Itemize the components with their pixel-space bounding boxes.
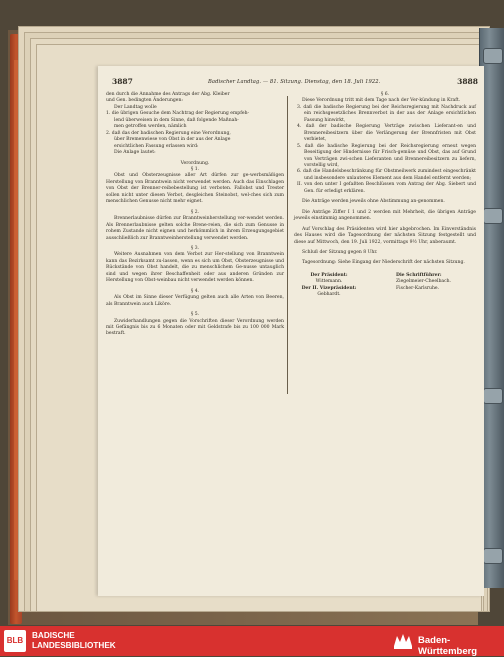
binder-ring-icon — [483, 388, 503, 404]
paragraph-label: § 3. — [190, 245, 200, 251]
paragraph-text: Brennerlaubnisse dürfen zur Branntweinherstellung ver-wendet werden. Als Brennerlaubnisse gelten solche Brene-reien, die sich zum Genusse in rohem Zustande nicht eignen und herkömmlich in ihrem Erzeugungsgebiet ausschließlich zur Branntweinherstellung verwendet werden. — [106, 216, 284, 241]
paragraph-text: Als Obst im Sinne dieser Verfügung gelten auch alle Arten von Beeren, als Branntwein auch Liköre. — [106, 295, 284, 307]
binder-ring-icon — [483, 548, 503, 564]
paragraph-text: Zuwiderhandlungen gegen die Vorschriften dieser Verordnung werden mit Gefängnis bis zu 6 Monaten oder mit Geldstrafe bis zu 100 000 Mark bestraft. — [106, 318, 284, 337]
signature-name: Fischer-Karlsruhe. — [396, 285, 440, 291]
text-line: 2. daß das der badischen Regierung eine Verordnung, — [106, 130, 231, 136]
footer-bar — [0, 626, 504, 656]
text-line: lend überweisen in dem Sinne, daß folgende Maßnah- — [114, 117, 239, 123]
paragraph-label: § 4. — [190, 288, 200, 294]
list-item: 3. daß die badische Regierung bei der Reichsregierung mit Nachdruck auf ein reichsgesetzliches Brennverbot in der aus der Anlage ersichtlichen Fassung hinwirkt, — [297, 104, 476, 123]
page-header — [98, 76, 484, 88]
paragraph-text: Schluß der Sitzung gegen 8 Uhr. — [302, 249, 378, 255]
running-head: Badischer Landtag. — 81. Sitzung. Dienstag, den 18. Juli 1922. — [208, 79, 381, 85]
library-name-line: BADISCHE — [32, 631, 75, 640]
library-name[interactable] — [32, 631, 116, 651]
signature-label: Die Schriftführer: — [396, 272, 442, 278]
text-line: ersichtlichen Fassung erlassen wird: — [114, 143, 199, 149]
paragraph-label: § 2. — [190, 209, 200, 215]
text-line: den durch die Annahme des Antrags der Abg. Kleiber — [106, 92, 230, 97]
signatures-right — [396, 273, 476, 299]
library-name-line: LANDESBIBLIOTHEK — [32, 641, 116, 650]
page-number-left: 3887 — [112, 77, 133, 86]
signature-label: Der II. Vizepräsident: — [301, 285, 357, 291]
signatures-left — [294, 273, 364, 299]
list-item: 4. daß der badische Regierung Verträge zwischen Lieferant-en und Brennereibesitzern über die Verlängerung der Brennfristen mit Obst verbietet, — [297, 124, 476, 143]
blb-logo[interactable]: BLB — [4, 630, 26, 652]
list-item: II. von den unter I gefaßten Beschlüssen vom Antrag der Abg. Siebert und Gen. für erledigt erklären. — [297, 182, 476, 194]
column-divider — [287, 96, 288, 394]
paragraph-text: Die Anträge werden jeweils ohne Abstimmung an-genommen. — [302, 199, 445, 205]
signature-label: Der Präsident: — [310, 272, 348, 278]
signature-name: Gebhardt. — [317, 292, 341, 298]
binder-ring-icon — [483, 48, 503, 64]
signature-name: Wittemann. — [315, 279, 343, 285]
paragraph-label: § 5. — [190, 312, 200, 318]
text-line: Der Landtag wolle — [114, 104, 157, 110]
paragraph-text: Weitere Ausnahmen von dem Verbot zur Her-stellung von Branntwein kann das Bezirksamt zu-lassen, wenn es sich um Obst, Obsterzeugnisse und Rückstände von Obst handelt, die zu menschlichem Ge-nusse untauglich sind und wegen ihrer Beschaffenheit oder aus anderen Gründen zur Herstellung von Obst-weinbau nicht verwendet werden können. — [106, 252, 284, 284]
paragraph-text: Auf Vorschlag des Präsidenten wird hier abgebrochen. Im Einverständnis des Hauses wird die Tagesordnung der nächsten Sitzung festgestellt und diese auf Mittwoch, den 19. Juli 1922, vormittags 9½ Uhr, anberaumt. — [294, 226, 476, 245]
text-line: und Gen. bedingten Änderungen: — [106, 98, 183, 104]
paragraph-text: Die Anträge Ziffer I 1 und 2 werden mit Mehrheit, die übrigen Anträge jeweils einstimmig angenommen. — [294, 209, 476, 222]
list-item: 5. daß die badische Regierung bei der Reichsregierung erneut wegen Beseitigung der Hindernisse für Frisch-gemüse und Obst, das auf Grund von Verträgen zwi-schen Lieferanten und Brennereibesitzern zu liefern, vorstellig wird, — [297, 143, 476, 168]
signature-name: Ziegelmeier-Cheelbach. — [396, 279, 452, 285]
binder-ring-icon — [483, 208, 503, 224]
list-item: 6. daß die Handelsbeschränkung für Obstmeilwerk zumindest eingeschränkt und insbesondere unlauteres Element aus dem Handel entfernt werden; — [297, 169, 476, 181]
text-line: 1. die übrigen Gesuche dem Nachtrag der Regierung empfeh- — [106, 111, 250, 117]
lion-emblem-icon — [392, 632, 414, 650]
scanned-page — [98, 66, 484, 596]
left-column — [106, 92, 284, 338]
page-number-right: 3888 — [457, 77, 478, 86]
text-line: über Bremenwiese von Obst in der aus der Anlage — [114, 137, 231, 143]
right-column — [294, 92, 476, 299]
text-line: men getroffen werden, nämlich — [114, 124, 187, 130]
paragraph-text: Obst und Obsterzeugnisse aller Art dürfen zur ge-werbsmäßigen Herstellung von Branntwein nicht verwendet werden. Auch das Einschlagen von Obst der Brenner-reibebestellung ist verboten. Fallobst und Trester sollen nicht unter diesen Verbot, desgleichen Steinobst, wel-ches sich zum menschlichen Genusse nicht mehr eignet. — [106, 173, 284, 205]
paragraph-text: Tagesordnung: Siehe Eingang der Niederschrift der nächsten Sitzung. — [302, 260, 465, 266]
paragraph-label: § 6. — [380, 92, 390, 97]
paragraph-text: Diese Verordnung tritt mit dem Tage nach der Ver-kündung in Kraft. — [302, 98, 461, 104]
signature-block — [294, 273, 476, 299]
paragraph-label: § 1. — [190, 166, 200, 172]
section-heading: Verordnung. — [180, 160, 210, 166]
state-name[interactable]: Baden-Württemberg — [418, 635, 478, 657]
text-line: Die Anlage lautet: — [114, 150, 156, 156]
